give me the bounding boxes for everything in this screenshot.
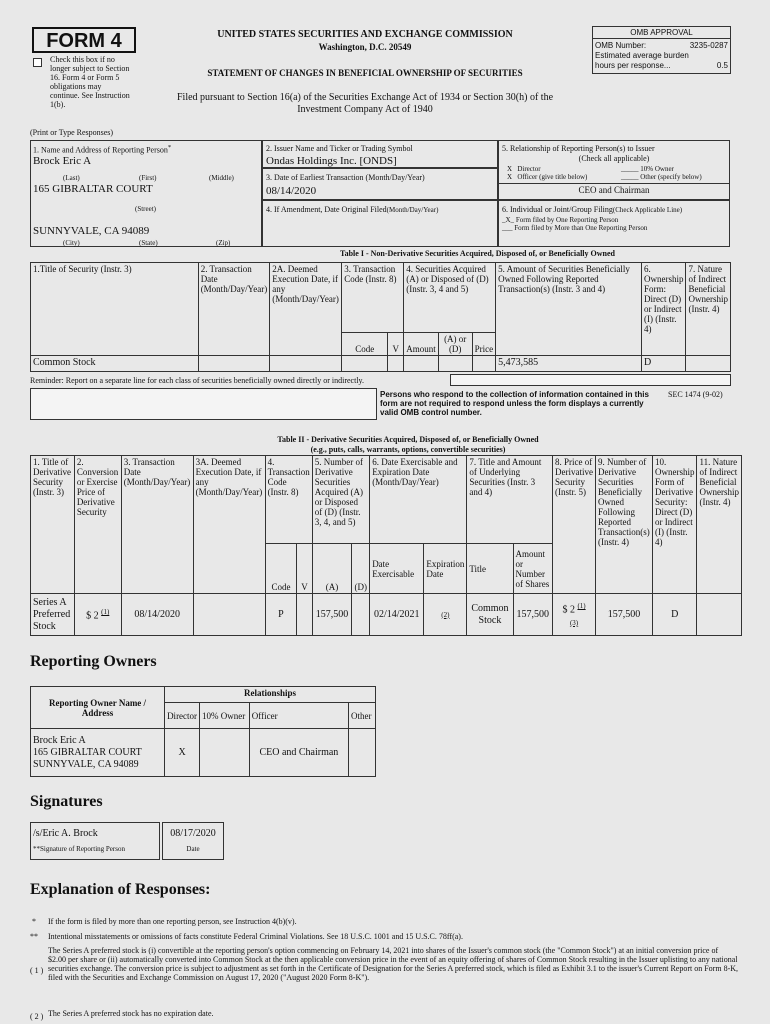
expl-n3: ( 1 )	[30, 966, 44, 975]
t2-h9: 9. Number of Derivative Securities Beneficially Owned Following Reported Transaction(s) (Instr. 4)	[596, 456, 653, 594]
signature-date-label: Date	[186, 845, 200, 853]
omb-approval-box	[592, 26, 731, 74]
expl-t3: The Series A preferred stock is (i) convertible at the reporting person's option commencing on February 14, 2021 into shares of the Issuer's common stock (the "Common Stock") at an initial conversion price of $2.00 per share or (ii) automatically converted into Common Stock at the then applicable conversion price in the event of an equity offering of shares of Common Stock resulting in the Issuer uplisting to any national securities exchange. The conversion price is subject to adjustment as set forth in the Certificate of Designation for the Series A preferred stock, which is filed as Exhibit 3.1 to the issuer's Current Report on Form 8-K, filed with the Securities and Exchange Commission on August 17, 2020 ("August 2020 Form 8-K").	[48, 946, 739, 982]
t1-row-amount: 5,473,585	[496, 356, 642, 372]
t1-h6: 6. Ownership Form: Direct (D) or Indirect (I) (Instr. 4)	[641, 263, 686, 356]
t2-h3a: 3A. Deemed Execution Date, if any (Month/Day/Year)	[193, 456, 265, 594]
filing-opt1-mark: _X_	[502, 216, 515, 224]
owners-col-officer: Officer	[249, 703, 348, 729]
t2-h3: 3. Transaction Date (Month/Day/Year)	[121, 456, 193, 594]
t2-exp: Expiration Date	[424, 544, 467, 594]
t2-date-ex: Date Exercisable	[370, 544, 424, 594]
issuer-label: 2. Issuer Name and Ticker or Trading Symbol	[266, 144, 413, 153]
t2-row-date-ex: 02/14/2021	[370, 594, 424, 636]
earliest-transaction-value: 08/14/2020	[266, 185, 317, 197]
t1-h5: 5. Amount of Securities Beneficially Owned Following Reported Transaction(s) (Instr. 3 and 4)	[496, 263, 642, 356]
reporting-owners-table	[30, 686, 376, 777]
t2-h5: 5. Number of Derivative Securities Acquired (A) or Disposed of (D) (Instr. 3, 4, and 5)	[312, 456, 369, 544]
t2-row-u-title: Common Stock	[467, 594, 513, 636]
relationship-sub: (Check all applicable)	[578, 154, 650, 163]
signature-box	[30, 822, 160, 860]
table2-subtitle: (e.g., puts, calls, warrants, options, convertible securities)	[310, 445, 506, 454]
officer-mark: X	[507, 173, 513, 181]
form-title: FORM 4	[46, 30, 122, 52]
form-title-box	[32, 27, 136, 53]
t2-d: (D)	[352, 544, 370, 594]
t2-row-acquired: 157,500	[312, 594, 352, 636]
footnote-2-link[interactable]: (2)	[441, 610, 450, 619]
no-longer-subject-checkbox[interactable]	[33, 58, 42, 67]
filed-pursuant-2: Investment Company Act of 1940	[297, 104, 433, 115]
omb-number-label: OMB Number:	[595, 41, 647, 50]
check-box-text: Check this box if no longer subject to Section 16. Form 4 or Form 5 obligations may continue. See Instruction 1(b).	[50, 55, 130, 109]
street-value: 165 GIBRALTAR COURT	[33, 183, 153, 195]
reminder-input-box	[450, 374, 731, 386]
owner-officer-value: CEO and Chairman	[249, 729, 348, 777]
t1-row-title: Common Stock	[31, 356, 199, 372]
other-label: Other (specify below)	[640, 173, 702, 181]
owners-col-name: Reporting Owner Name / Address	[31, 687, 165, 729]
t2-amount-shares: Amount or Number of Shares	[513, 544, 553, 594]
expl-n4: ( 2 )	[30, 1012, 44, 1021]
reminder-text: Reminder: Report on a separate line for each class of securities beneficially owned directly or indirectly.	[30, 376, 365, 385]
t1-h7: 7. Nature of Indirect Beneficial Ownership (Instr. 4)	[686, 263, 731, 356]
last-label: (Last)	[63, 174, 80, 182]
t2-h7: 7. Title and Amount of Underlying Securities (Instr. 3 and 4)	[467, 456, 553, 544]
owners-relationships: Relationships	[165, 687, 376, 703]
relationship-label: 5. Relationship of Reporting Person(s) to Issuer	[502, 144, 655, 153]
t2-v: V	[297, 544, 312, 594]
table-row	[31, 594, 742, 636]
signature-date: 08/17/2020	[170, 828, 216, 839]
statement-title: STATEMENT OF CHANGES IN BENEFICIAL OWNERSHIP OF SECURITIES	[207, 68, 523, 78]
t2-h1: 1. Title of Derivative Security (Instr. 3)	[31, 456, 75, 594]
issuer-value: Ondas Holdings Inc. [ONDS]	[266, 155, 397, 167]
footnote-1-link[interactable]: (1)	[101, 608, 110, 617]
expl-t1: If the form is filed by more than one reporting person, see Instruction 4(b)(v).	[48, 917, 297, 926]
city-label: (City)	[63, 239, 80, 247]
amendment-label-small: (Month/Day/Year)	[386, 206, 439, 214]
t1-h1: 1.Title of Security (Instr. 3)	[31, 263, 199, 356]
sec-code: SEC 1474 (9-02)	[668, 390, 723, 399]
signature-value: /s/Eric A. Brock	[33, 828, 98, 839]
footnote-3-link[interactable]: (3)	[569, 618, 579, 627]
t1-h4: 4. Securities Acquired (A) or Disposed of (D) (Instr. 3, 4 and 5)	[404, 263, 496, 333]
amendment-box	[262, 200, 498, 247]
table2	[30, 455, 742, 636]
relationship-box: 5. Relationship of Reporting Person(s) to Issuer (Check all applicable) X Director _____ 10% Owner X Officer (give title below) _____ Other (specify below) CEO and Chairman	[498, 140, 730, 200]
t2-title: Title	[467, 544, 513, 594]
t2-row-date: 08/14/2020	[121, 594, 193, 636]
t2-h4: 4. Transaction Code (Instr. 8)	[265, 456, 312, 544]
table2-title: Table II - Derivative Securities Acquired, Disposed of, or Beneficially Owned	[277, 435, 539, 444]
owner-name: Brock Eric A	[33, 734, 86, 746]
t2-h6: 6. Date Exercisable and Expiration Date (Month/Day/Year)	[370, 456, 467, 544]
owner-director-mark: X	[165, 729, 200, 777]
middle-label: (Middle)	[209, 174, 234, 182]
notice-left-box	[30, 388, 377, 420]
filed-pursuant-1: Filed pursuant to Section 16(a) of the Securities Exchange Act of 1934 or Section 30(h) of the	[176, 92, 554, 103]
omb-burden-2: hours per response...	[595, 61, 671, 70]
t2-row-owned: 157,500	[596, 594, 653, 636]
reporting-person-name: Brock Eric A	[33, 155, 92, 167]
t2-row-u-amount: 157,500	[513, 594, 553, 636]
box1-star: *	[167, 144, 172, 151]
first-label: (First)	[139, 174, 157, 182]
t2-h11: 11. Nature of Indirect Beneficial Ownership (Instr. 4)	[697, 456, 742, 594]
officer-label: Officer (give title below)	[517, 173, 588, 181]
director-mark: X	[507, 165, 513, 173]
t1-amount: Amount	[404, 333, 439, 356]
issuer-box	[262, 140, 498, 168]
table-row	[31, 356, 731, 372]
t2-h10: 10. Ownership Form of Derivative Security: Direct (D) or Indirect (I) (Instr. 4)	[652, 456, 697, 594]
omb-burden-1: Estimated average burden	[595, 51, 689, 60]
filing-opt1: Form filed by One Reporting Person	[515, 216, 619, 224]
footnote-1-link-b[interactable]: (1)	[577, 602, 586, 611]
amendment-label: 4. If Amendment, Date Original Filed	[266, 205, 387, 214]
t1-row-form: D	[641, 356, 686, 372]
t2-row-form: D	[652, 594, 697, 636]
t2-row-code: P	[265, 594, 297, 636]
filing-opt2: Form filed by More than One Reporting Person	[514, 224, 648, 232]
expl-n1: *	[32, 917, 36, 926]
expl-n2: **	[30, 932, 38, 941]
t1-h2a: 2A. Deemed Execution Date, if any (Month/Day/Year)	[270, 263, 342, 356]
owner-street: 165 GIBRALTAR COURT	[33, 746, 142, 758]
signature-label: **Signature of Reporting Person	[33, 845, 125, 853]
agency-name: UNITED STATES SECURITIES AND EXCHANGE COMMISSION	[217, 29, 513, 40]
t1-v: V	[388, 333, 404, 356]
t1-h3: 3. Transaction Code (Instr. 8)	[342, 263, 404, 333]
box1-label: 1. Name and Address of Reporting Person	[33, 145, 168, 155]
signature-date-box	[162, 822, 224, 860]
owners-col-other: Other	[349, 703, 376, 729]
t2-row-title: Series A Preferred Stock	[31, 594, 75, 636]
t2-a: (A)	[312, 544, 352, 594]
t1-price: Price	[472, 333, 496, 356]
print-type-note: (Print or Type Responses)	[30, 128, 114, 137]
filing-label: 6. Individual or Joint/Group Filing	[502, 205, 613, 214]
filing-opt2-mark: ___	[502, 224, 513, 232]
state-label: (State)	[139, 239, 158, 247]
reporting-person-box	[30, 140, 262, 247]
signatures-heading: Signatures	[30, 793, 103, 810]
t1-aord: (A) or (D)	[438, 333, 472, 356]
table1-title: Table I - Non-Derivative Securities Acquired, Disposed of, or Beneficially Owned	[340, 249, 615, 258]
t2-row-price: $ 2	[86, 610, 99, 622]
earliest-transaction-label: 3. Date of Earliest Transaction (Month/Day/Year)	[266, 173, 425, 182]
owner-city: SUNNYVALE, CA 94089	[33, 758, 139, 770]
omb-hours: 0.5	[716, 61, 728, 70]
zip-label: (Zip)	[216, 239, 231, 247]
officer-title: CEO and Chairman	[499, 183, 729, 195]
explanation-heading: Explanation of Responses:	[30, 881, 211, 898]
expl-t4: The Series A preferred stock has no expiration date.	[48, 1009, 214, 1018]
director-label: Director	[517, 165, 541, 173]
table1	[30, 262, 731, 372]
agency-location: Washington, D.C. 20549	[318, 42, 412, 52]
filing-label-small: (Check Applicable Line)	[612, 206, 683, 214]
owners-col-director: Director	[165, 703, 200, 729]
persons-notice: Persons who respond to the collection of information contained in this form are not required to respond unless the form displays a currently valid OMB control number.	[380, 390, 649, 417]
table-row	[31, 729, 376, 777]
t2-h8: 8. Price of Derivative Security (Instr. 5)	[553, 456, 596, 594]
t2-h2: 2. Conversion or Exercise Price of Derivative Security	[74, 456, 121, 594]
omb-number: 3235-0287	[689, 41, 728, 50]
owners-col-10pct: 10% Owner	[200, 703, 250, 729]
omb-title: OMB APPROVAL	[593, 28, 730, 39]
t2-code: Code	[265, 544, 297, 594]
t1-h2: 2. Transaction Date (Month/Day/Year)	[198, 263, 270, 356]
filing-box	[498, 200, 730, 247]
t2-row-deriv-price: $ 2	[562, 604, 575, 616]
expl-t2: Intentional misstatements or omissions of facts constitute Federal Criminal Violations. See 18 U.S.C. 1001 and 15 U.S.C. 78ff(a).	[48, 932, 463, 941]
ten-pct-label: 10% Owner	[640, 165, 674, 173]
t1-code: Code	[342, 333, 388, 356]
earliest-transaction-box	[262, 168, 498, 200]
reporting-owners-heading: Reporting Owners	[30, 653, 157, 670]
city-value: SUNNYVALE, CA 94089	[33, 225, 150, 237]
street-label: (Street)	[135, 205, 156, 213]
